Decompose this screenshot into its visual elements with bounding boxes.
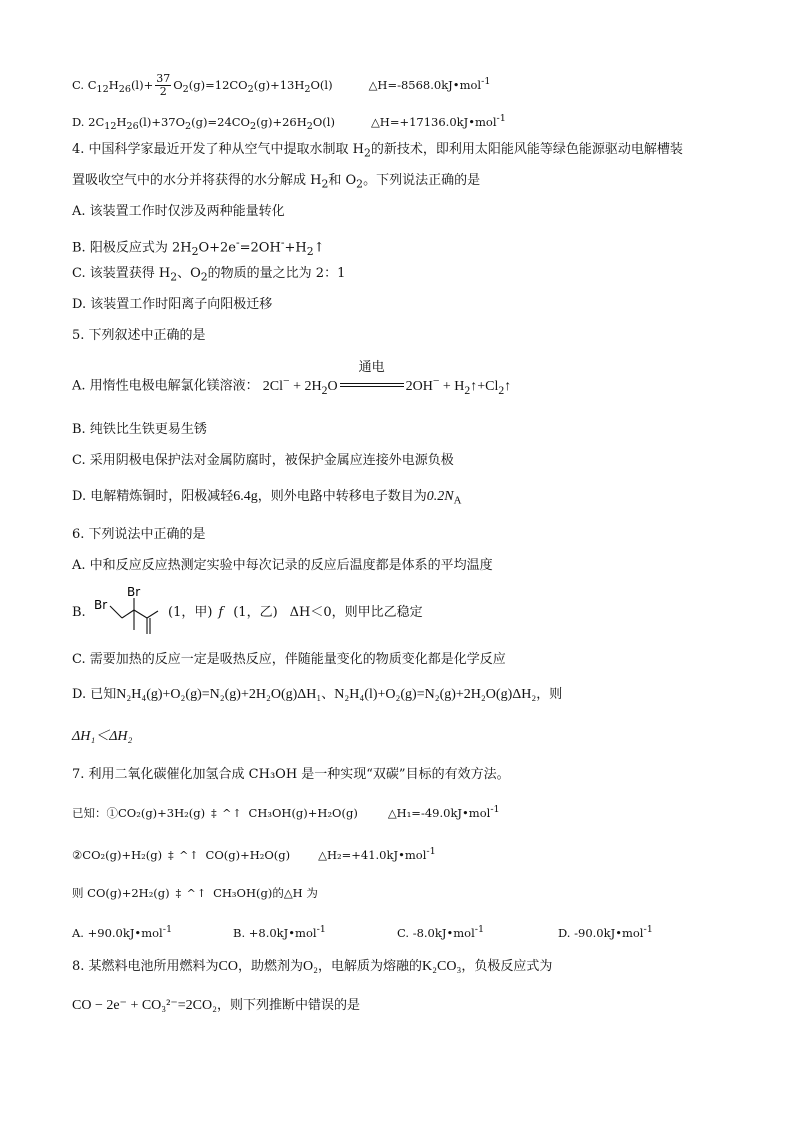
q4-option-c: C. 该装置获得 $H_2$、$O_2$的物质的量之比为 2：1 bbox=[72, 266, 346, 284]
q6-option-d: D. 已知N₂H₄(g)+O₂(g)=N₂(g)+2H₂O(g)ΔH₁、N₂H₄(l)+O₂(g)=N₂(g)+2H₂O(g)ΔH₂，则 bbox=[72, 687, 563, 702]
q5-option-b: B. 纯铁比生铁更易生锈 bbox=[72, 422, 207, 437]
q5-option-c: C. 采用阴极电保护法对金属防腐时，被保护金属应连接外电源负极 bbox=[72, 453, 454, 468]
q6-option-a: A. 中和反应反应热测定实验中每次记录的反应后温度都是体系的平均温度 bbox=[72, 558, 493, 573]
q6-option-d-line2: ΔH₁＜ΔH₂ bbox=[72, 729, 133, 744]
fraction: $\frac{37}{2}$ bbox=[156, 72, 171, 99]
q4-option-a: A. 该装置工作时仅涉及两种能量转化 bbox=[72, 204, 285, 219]
bromine-label-1: Br bbox=[94, 598, 108, 612]
q6-stem: 6. 下列说法中正确的是 bbox=[72, 527, 206, 542]
q6-option-b: B. bbox=[72, 605, 86, 620]
q5-option-d: D. 电解精炼铜时，阳极减轻6.4g，则外电路中转移电子数目为$0.2N_A$ bbox=[72, 489, 462, 507]
q7-option-a: A. +90.0kJ•mol$^{-1}$ bbox=[72, 924, 173, 940]
q6-option-c: C. 需要加热的反应一定是吸热反应，伴随能量变化的物质变化都是化学反应 bbox=[72, 652, 506, 667]
q7-stem: 7. 利用二氧化碳催化加氢合成 CH₃OH 是一种实现“双碳”目标的有效方法。 bbox=[72, 767, 510, 782]
q5-option-a: A. 用惰性电极电解氯化镁溶液： $2Cl^- + 2H_2O$ 通电 $2OH^- + H_2↑+Cl_2↑$ bbox=[72, 359, 512, 397]
molecule-structure bbox=[92, 584, 166, 640]
bromine-label-2: Br bbox=[127, 585, 141, 599]
q3-option-c: C. $C_{12}H_{26}(l)+$ $\frac{37}{2}$ $O_2(g)=12CO_2(g)+13H_2O(l)$ △H=-8568.0kJ•mol$^{-1}$ bbox=[72, 72, 491, 99]
q7-reaction-1: 已知：①CO₂(g)+3H₂(g) ‡ ^↑ CH₃OH(g)+H₂O(g) △H₁=-49.0kJ•mol$^{-1}$ bbox=[72, 804, 500, 820]
q4-stem-line1: 4. 中国科学家最近开发了种从空气中提取水制取 $H_2$的新技术，即利用太阳能风能等绿色能源驱动电解槽装 bbox=[72, 142, 683, 160]
q8-stem-line1: 8. 某燃料电池所用燃料为CO，助燃剂为O₂，电解质为熔融的K₂CO₃，负极反应式为 bbox=[72, 959, 553, 974]
electrolysis-equals-sign: 通电 bbox=[340, 377, 404, 395]
q4-stem-line2: 置吸收空气中的水分并将获得的水分解成 $H_2$和 $O_2$。下列说法正确的是 bbox=[72, 173, 481, 191]
q7-reaction-2: ②CO₂(g)+H₂(g) ‡ ^↑ CO(g)+H₂O(g) △H₂=+41.0kJ•mol$^{-1}$ bbox=[72, 846, 436, 862]
q7-question: 则 CO(g)+2H₂(g) ‡ ^↑ CH₃OH(g)的△H 为 bbox=[72, 886, 318, 900]
q6-option-b-text: (1，甲) f (1，乙) ΔH＜0，则甲比乙稳定 bbox=[168, 605, 423, 620]
q7-option-c: C. -8.0kJ•mol$^{-1}$ bbox=[397, 924, 485, 940]
q5-stem: 5. 下列叙述中正确的是 bbox=[72, 328, 206, 343]
q4-option-b: B. 阳极反应式为 $2H_2O+2e^-=2OH^-+H_2↑$ bbox=[72, 236, 325, 258]
q8-stem-line2: CO − 2e⁻ + CO₃²⁻=2CO₂，则下列推断中错误的是 bbox=[72, 998, 360, 1013]
q4-option-d: D. 该装置工作时阳离子向阳极迁移 bbox=[72, 297, 273, 312]
q7-option-d: D. -90.0kJ•mol$^{-1}$ bbox=[558, 924, 653, 940]
q7-option-b: B. +8.0kJ•mol$^{-1}$ bbox=[233, 924, 326, 940]
q3-option-d: D. $2C_{12}H_{26}(l)+37O_2(g)=24CO_2(g)+26H_2O(l)$ △H=+17136.0kJ•mol$^{-1}$ bbox=[72, 113, 506, 133]
